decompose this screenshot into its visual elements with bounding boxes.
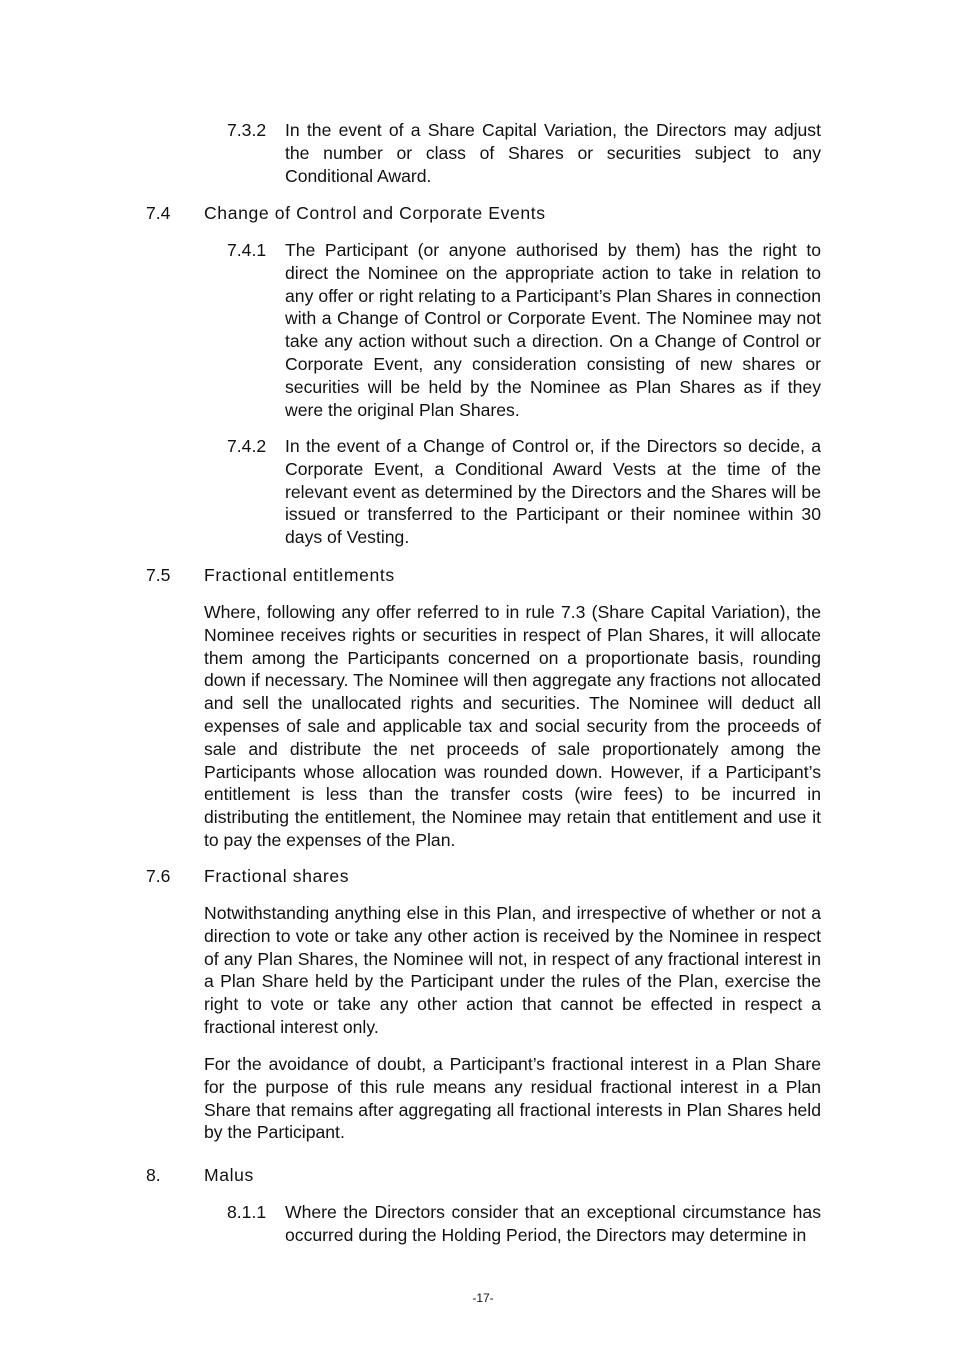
clause-number-7-3-2: 7.3.2 [227,120,267,140]
clause-number-7-4-2: 7.4.2 [227,436,267,456]
clause-7-6-text-2: For the avoidance of doubt, a Participant’s fractional interest in a Plan Share for the purpose of this rule means any residual fractional interest in a Plan Share that remains after aggregating all fractional interests in Plan Shares held by the Participant. [204,1054,821,1143]
clause-8-1-1-text: Where the Directors consider that an exceptional circumstance has occurred during the Holding Period, the Directors may determine in [285,1202,821,1245]
clause-7-4-2-text: In the event of a Change of Control or, if the Directors so decide, a Corporate Event, a Conditional Award Vests at the time of the relevant event as determined by the Directors and the Shares will be issued or transferred to the Participant or their nominee within 30 days of Vesting. [285,436,821,548]
clause-7-5-text: Where, following any offer referred to in rule 7.3 (Share Capital Variation), the Nominee receives rights or securities in respect of Plan Shares, it will allocate them among the Participants concerned on a proportionate basis, rounding down if necessary. The Nominee will then aggregate any fractions not allocated and sell the unallocated rights and securities. The Nominee will deduct all expenses of sale and applicable tax and social security from the proceeds of sale and distribute the net proceeds of sale proportionately among the Participants whose allocation was rounded down. However, if a Participant’s entitlement is less than the transfer costs (wire fees) to be incurred in distributing the entitlement, the Nominee may retain that entitlement and use it to pay the expenses of the Plan. [204,602,821,850]
clause-number-7-4: 7.4 [146,203,171,223]
clause-7-6-heading: Fractional shares [204,866,350,886]
clause-7-5-heading: Fractional entitlements [204,565,395,585]
clause-7-4-heading: Change of Control and Corporate Events [204,203,546,223]
clause-number-7-4-1: 7.4.1 [227,240,267,260]
clause-7-6-text-1: Notwithstanding anything else in this Plan, and irrespective of whether or not a direction to vote or take any other action is received by the Nominee in respect of any Plan Shares, the Nominee will not, in respect of any fractional interest in a Plan Share held by the Participant under the rules of the Plan, exercise the right to vote or take any other action that cannot be effected in respect a fractional interest only. [204,903,821,1037]
clause-number-7-6: 7.6 [146,866,171,886]
clause-7-3-2-text: In the event of a Share Capital Variation, the Directors may adjust the number or class of Shares or securities subject to any Conditional Award. [285,120,821,186]
clause-number-8: 8. [146,1165,161,1185]
clause-number-7-5: 7.5 [146,565,171,585]
clause-number-8-1-1: 8.1.1 [227,1202,267,1222]
page-number: -17- [472,1291,494,1305]
clause-8-heading: Malus [204,1165,254,1185]
clause-7-4-1-text: The Participant (or anyone authorised by them) has the right to direct the Nominee on the appropriate action to take in relation to any offer or right relating to a Participant’s Plan Shares in connection with a Change of Control or Corporate Event. The Nominee may not take any action without such a direction. On a Change of Control or Corporate Event, any consideration consisting of new shares or securities will be held by the Nominee as Plan Shares as if they were the original Plan Shares. [285,240,821,420]
